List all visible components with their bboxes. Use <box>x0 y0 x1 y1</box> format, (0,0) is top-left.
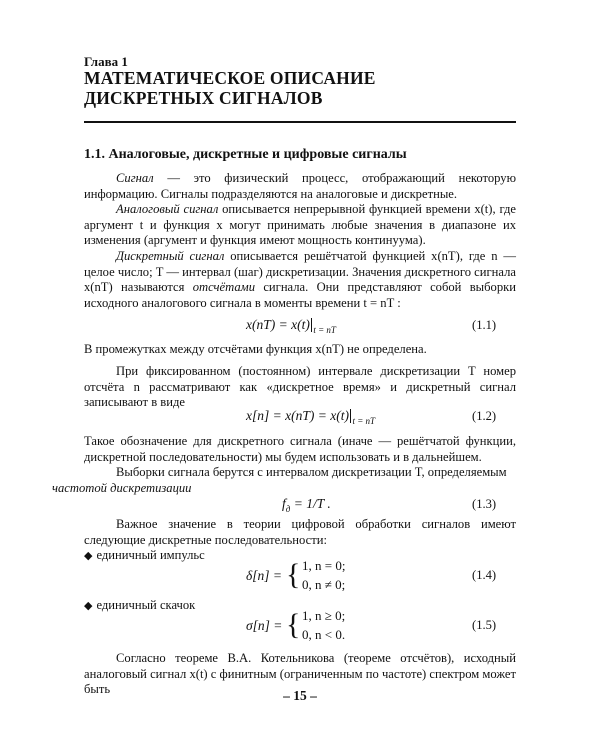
diamond-bullet-icon: ◆ <box>84 550 93 562</box>
paragraph-important-sequences: Важное значение в теории цифровой обработки сигналов имеют следующие дискретные последовательности: <box>84 517 516 547</box>
diamond-bullet-icon: ◆ <box>84 600 93 612</box>
section-heading: 1.1. Аналоговые, дискретные и цифровые сигналы <box>84 147 407 162</box>
term-analog-signal: Аналоговый сигнал <box>116 202 219 216</box>
equation-body: x[n] = x(nT) = x(t) <box>246 408 349 423</box>
paragraph-text: сигнала. Они представляют собой выборки исходного аналогового сигнала в моменты времени t = nT : <box>84 280 516 310</box>
equation-number: (1.5) <box>472 618 497 632</box>
chapter-title <box>84 68 376 108</box>
paragraph-text: описывается решётчатой функцией x(nT), где n — целое число; T — интервал (шаг) дискретизации. Значения дискретного сигнала x(nT) называются <box>84 249 516 294</box>
term-signal: Сигнал <box>116 171 154 185</box>
chapter-divider <box>84 121 516 123</box>
paragraph-text: Выборки сигнала берутся с интервалом дискретизации T, определяемым <box>116 465 507 479</box>
paragraph-text: — это физический процесс, отображающий некоторую информацию. Сигналы подразделяются на аналоговые и дискретные. <box>84 171 516 201</box>
list-item <box>84 548 205 563</box>
paragraph-discrete-signal <box>84 249 516 311</box>
equation-lhs: δ[n] = <box>246 568 283 583</box>
page-number: – 15 – <box>283 688 317 703</box>
equation-number: (1.4) <box>472 568 497 582</box>
equation-1-4 <box>246 566 282 582</box>
bullet-text: единичный скачок <box>96 598 196 612</box>
equation-number: (1.3) <box>472 497 497 511</box>
term-sampling-frequency: частотой дискретизации <box>52 480 192 495</box>
equation-case: 0, n ≠ 0; <box>302 577 346 592</box>
term-samples: отсчётами <box>192 280 256 294</box>
equation-subscript: t = nT <box>352 416 376 426</box>
term-discrete-signal: Дискретный сигнал <box>116 249 225 263</box>
paragraph-undefined-between: В промежутках между отсчётами функция x(nT) не определена. <box>84 342 427 356</box>
equation-1-1 <box>246 317 336 333</box>
equation-1-3 <box>282 496 331 512</box>
equation-body: x(nT) = x(t) <box>246 317 310 332</box>
equation-number: (1.2) <box>472 409 497 423</box>
equation-case: 1, n ≥ 0; <box>302 608 346 623</box>
paragraph-notation: Такое обозначение для дискретного сигнала (иначе — решётчатой функции, дискретной последовательности) мы будем использовать и в дальнейшем. <box>84 434 516 464</box>
chapter-title-line-1: МАТЕМАТИЧЕСКОЕ ОПИСАНИЕ <box>84 68 376 88</box>
list-item <box>84 598 195 613</box>
left-brace-icon: { <box>286 608 301 641</box>
paragraph-discrete-time: При фиксированном (постоянном) интервале дискретизации T номер отсчёта n рассматривают как «дискретное время» и дискретный сигнал записывают в виде <box>84 364 516 409</box>
equation-rhs: = 1/T . <box>290 496 331 511</box>
equation-1-5 <box>246 616 282 632</box>
paragraph-kotelnikov-theorem: Согласно теореме В.А. Котельникова (теореме отсчётов), исходный аналоговый сигнал x(t) с финитным (ограниченным по частоте) спектром может быть <box>84 651 516 696</box>
bullet-text: единичный импульс <box>96 548 205 562</box>
paragraph-text: описывается непрерывной функцией времени x(t), где аргумент t и функция x могут принимать любые значения в диапазоне их изменения (аргумент и функция имеют мощность континуума). <box>84 202 516 247</box>
chapter-label: Глава 1 <box>84 54 128 69</box>
paragraph-sampling-frequency <box>52 465 516 496</box>
equation-case: 1, n = 0; <box>302 558 346 573</box>
paragraph-analog-signal <box>84 202 516 249</box>
equation-number: (1.1) <box>472 318 497 332</box>
equation-lhs: f <box>282 496 286 511</box>
equation-1-2 <box>246 408 375 424</box>
equation-subscript: д <box>285 504 291 514</box>
chapter-title-line-2: ДИСКРЕТНЫХ СИГНАЛОВ <box>84 88 323 108</box>
equation-case: 0, n < 0. <box>302 627 346 642</box>
equation-lhs: σ[n] = <box>246 618 283 633</box>
paragraph-signal-definition <box>84 171 516 202</box>
left-brace-icon: { <box>286 558 301 591</box>
equation-subscript: t = nT <box>313 325 336 335</box>
